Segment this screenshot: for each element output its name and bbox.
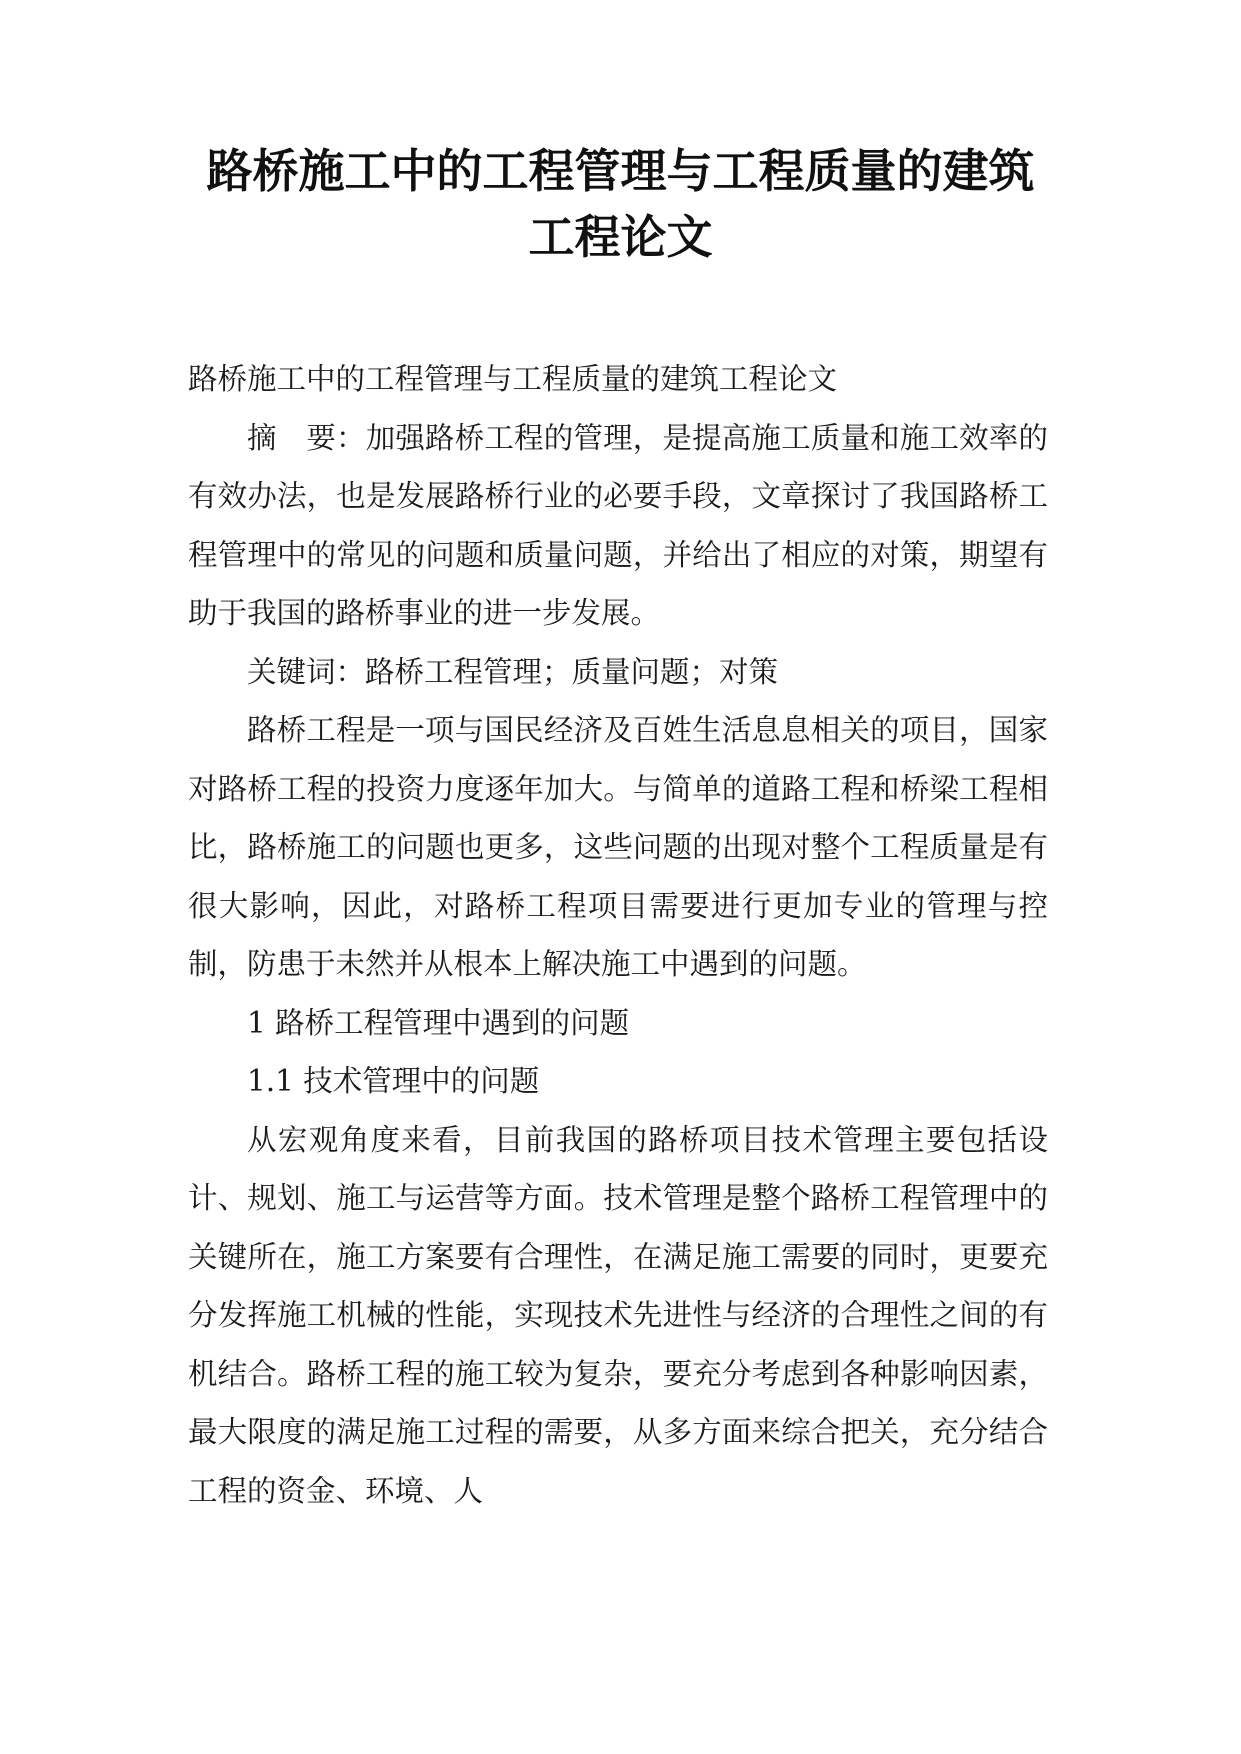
section-1-1-paragraph: 从宏观角度来看，目前我国的路桥项目技术管理主要包括设计、规划、施工与运营等方面。技术管理是整个路桥工程管理中的关键所在，施工方案要有合理性，在满足施工需要的同时，更要充分发挥施工机械的性能，实现技术先进性与经济的合理性之间的有机结合。路桥工程的施工较为复杂，要充分考虑到各种影响因素，最大限度的满足施工过程的需要，从多方面来综合把关，充分结合工程的资金、环境、人 (188, 1122, 1048, 1508)
abstract-paragraph: 摘 要：加强路桥工程的管理，是提高施工质量和施工效率的有效办法，也是发展路桥行业的必要手段，文章探讨了我国路桥工程管理中的常见的问题和质量问题，并给出了相应的对策，期望有助于我国的路桥事业的进一步发展。 (188, 420, 1048, 630)
intro-paragraph: 路桥工程是一项与国民经济及百姓生活息息相关的项目，国家对路桥工程的投资力度逐年加大。与简单的道路工程和桥梁工程相比，路桥施工的问题也更多，这些问题的出现对整个工程质量是有很大影响，因此，对路桥工程项目需要进行更加专业的管理与控制，防患于未然并从根本上解决施工中遇到的问题。 (188, 713, 1048, 981)
subtitle-paragraph: 路桥施工中的工程管理与工程质量的建筑工程论文 (188, 362, 838, 396)
keywords-paragraph: 关键词：路桥工程管理；质量问题；对策 (247, 654, 779, 689)
title-line-1: 路桥施工中的工程管理与工程质量的建筑 (206, 144, 1035, 198)
title-line-2: 工程论文 (528, 210, 713, 264)
section-1-1-heading: 1.1 技术管理中的问题 (247, 1064, 540, 1098)
document-title (150, 138, 1091, 270)
section-1-heading: 1 路桥工程管理中遇到的问题 (247, 1005, 630, 1040)
document-body (188, 350, 1048, 1520)
